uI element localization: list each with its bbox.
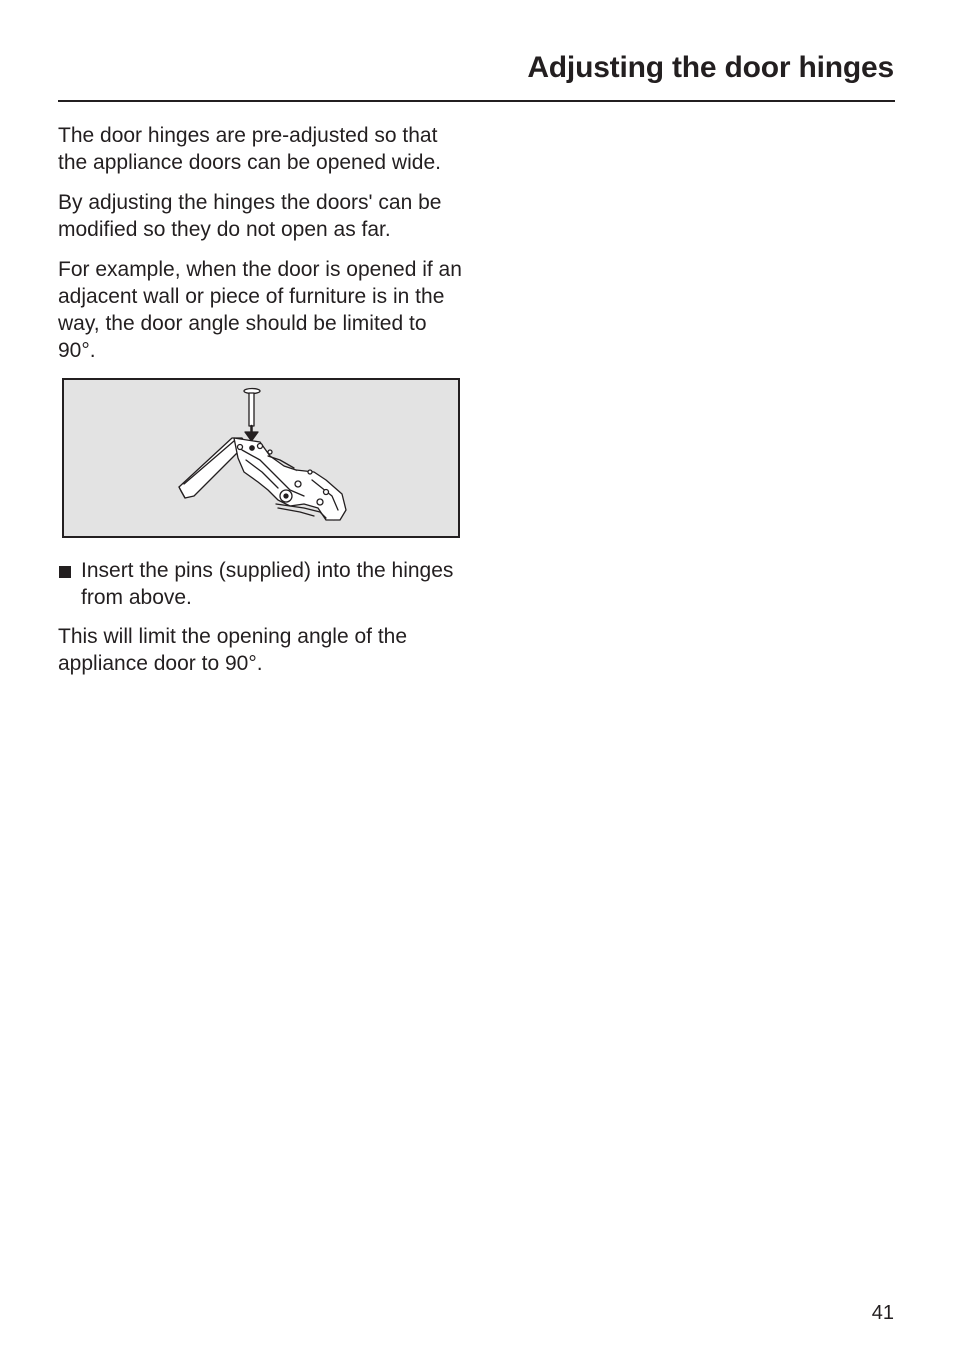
result-paragraph: This will limit the opening angle of the appliance door to 90°. [58, 625, 408, 675]
adjustment-paragraph: By adjusting the hinges the doors' can be modified so they do not open as far. [58, 191, 442, 241]
intro-paragraph: The door hinges are pre-adjusted so that the appliance doors can be opened wide. [58, 124, 441, 174]
page-number: 41 [871, 1302, 894, 1324]
instruction-text: Insert the pins (supplied) into the hinges from above. [81, 559, 454, 609]
main-column [58, 122, 468, 690]
hinge-figure [62, 378, 460, 538]
example-paragraph: For example, when the door is opened if an adjacent wall or piece of furniture is in the way, the door angle should be limited to 90°. [58, 258, 462, 362]
page-title: Adjusting the door hinges [527, 51, 894, 84]
title-divider [58, 100, 895, 102]
hinge-with-pin-icon [64, 380, 458, 536]
instruction-step [58, 557, 468, 611]
square-bullet-icon [59, 566, 71, 578]
